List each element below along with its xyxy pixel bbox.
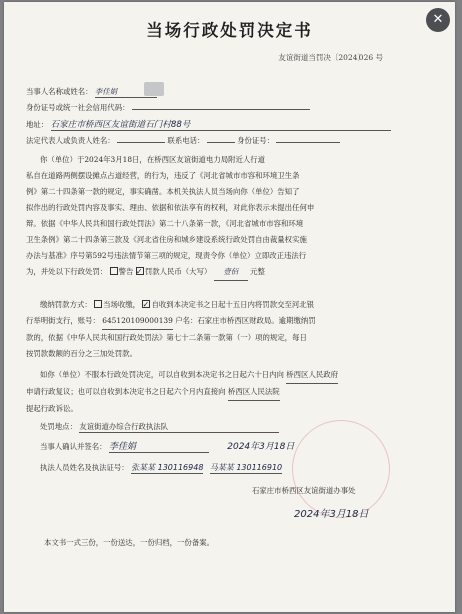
payment-method-label: 缴纳罚款方式： — [40, 300, 92, 309]
appeal-text: 申请行政复议；也可以自收到本决定书之日起六个月内直接向 — [26, 387, 226, 396]
party-name-row — [26, 87, 157, 98]
bank-checkbox — [142, 300, 150, 308]
fine-checkbox — [136, 267, 144, 275]
redaction-block — [144, 82, 164, 96]
signature-value: 李佳娟 — [109, 442, 209, 453]
document-page — [4, 2, 455, 612]
document-number: 友谊街道当罚决〔2024〕 — [278, 53, 365, 62]
signature-label: 当事人确认并签名： — [40, 442, 107, 451]
facts-line: 辩。依据《中华人民共和国行政处罚法》第二十八条第一款，《河北省城市市容和环境 — [26, 219, 304, 228]
appeal-paragraph — [26, 367, 338, 417]
representative-id-label: 身份证号： — [237, 136, 275, 145]
facts-line: 拟作出的行政处罚内容及事实、理由、依据和依法享有的权利，对此你表示未提出任何申 — [26, 203, 315, 212]
onsite-label: 当场收缴， — [103, 300, 141, 309]
fine-label: 罚款人民币（大写） — [144, 267, 212, 276]
party-name-value: 李佳娟 — [95, 87, 157, 98]
id-label: 身份证号或统一社会信用代码： — [26, 103, 130, 112]
facts-line: 为，并处以下行政处罚： — [26, 267, 108, 276]
representative-id-value — [276, 142, 340, 143]
payment-line: 按罚款数额的百分之三加处罚款。 — [26, 349, 137, 358]
appeal-text: 如你（单位）不服本行政处罚决定，可以自收到本决定书之日起六十日内向 — [40, 370, 284, 379]
document-title: 当场行政处罚决定书 — [146, 21, 313, 40]
representative-value — [117, 142, 165, 143]
warning-label: 警告 — [118, 267, 134, 276]
fine-amount: 壹佰 — [214, 264, 248, 281]
facts-line: 你（单位）于2024年3月18日，在桥西区友谊街道电力局附近人行道 — [40, 155, 266, 164]
place-value: 友谊街道办综合行政执法队 — [79, 422, 279, 433]
account-number: 645120109000139 — [102, 313, 173, 330]
payment-line — [26, 297, 316, 313]
onsite-checkbox — [94, 300, 102, 308]
officer-one: 张某某 130116948 — [131, 463, 204, 472]
appeal-line: 提起行政诉讼。 — [26, 404, 78, 413]
officers-label: 执法人员姓名及执法证号： — [40, 463, 129, 472]
signature-row — [40, 442, 294, 453]
review-authority: 桥西区人民政府 — [286, 367, 338, 384]
fine-unit: 元整 — [250, 267, 265, 276]
id-value — [132, 109, 310, 110]
address-row — [26, 120, 391, 131]
official-seal — [292, 420, 390, 518]
issuing-org: 石家庄市桥西区友谊街道办事处 — [252, 486, 356, 495]
court-name: 桥西区人民法院 — [228, 384, 280, 401]
payment-line — [26, 313, 316, 330]
document-number-suffix: 026 号 — [358, 53, 383, 62]
place-label: 处罚地点： — [40, 422, 77, 431]
account-label: 行举明街支行，账号： — [26, 316, 100, 325]
address-label: 地址： — [26, 120, 49, 129]
representative-label: 法定代表人或负责人姓名： — [26, 136, 115, 145]
penalty-line — [26, 264, 314, 281]
facts-line: 卫生条例》第二十四条第三款及《河北省住房和城乡建设系统行政处罚自由裁量权实施 — [26, 235, 307, 244]
payment-paragraph — [26, 297, 316, 362]
facts-line: 例》第二十四条第一款的规定，事实确凿。本机关执法人员当场向你（单位）告知了 — [26, 187, 300, 196]
facts-paragraph — [26, 152, 314, 281]
warning-checkbox — [110, 267, 118, 275]
officer-two: 马某某 130116910 — [209, 463, 283, 472]
representative-row — [26, 136, 340, 146]
facts-line: 私自在道路两侧摆设摊点占道经营，的行为，违反了《河北省城市市容和环境卫生条 — [26, 171, 300, 180]
payment-line: 款的，依据《中华人民共和国行政处罚法》第七十二条第一款第（一）项的规定，每日 — [26, 333, 307, 342]
appeal-line — [26, 384, 338, 401]
close-icon[interactable]: ✕ — [426, 8, 450, 32]
issue-date: 2024年3月18日 — [294, 509, 369, 520]
bank-text: 自收到本决定书之日起十五日内将罚款交至河北银 — [151, 300, 315, 309]
officers-row — [40, 463, 282, 474]
place-row — [40, 422, 279, 433]
representative-phone-value — [207, 142, 235, 143]
facts-line: 办法与基准》序号第592号违法情节第三项的规定，现责令你（单位）立即改正违法行 — [26, 251, 307, 260]
party-name-label: 当事人名称或姓名： — [26, 87, 93, 96]
account-holder: 户名：石家庄市桥西区财政局。逾期缴纳罚 — [175, 316, 316, 325]
appeal-line — [26, 367, 338, 384]
representative-phone-label: 联系电话： — [167, 136, 205, 145]
address-value: 石家庄市桥西区友谊街道石门村88号 — [51, 120, 391, 131]
footer-note: 本文书一式三份，一份送达，一份归档，一份备案。 — [44, 538, 214, 547]
signature-date: 2024年3月18日 — [227, 442, 295, 452]
id-row — [26, 103, 310, 113]
